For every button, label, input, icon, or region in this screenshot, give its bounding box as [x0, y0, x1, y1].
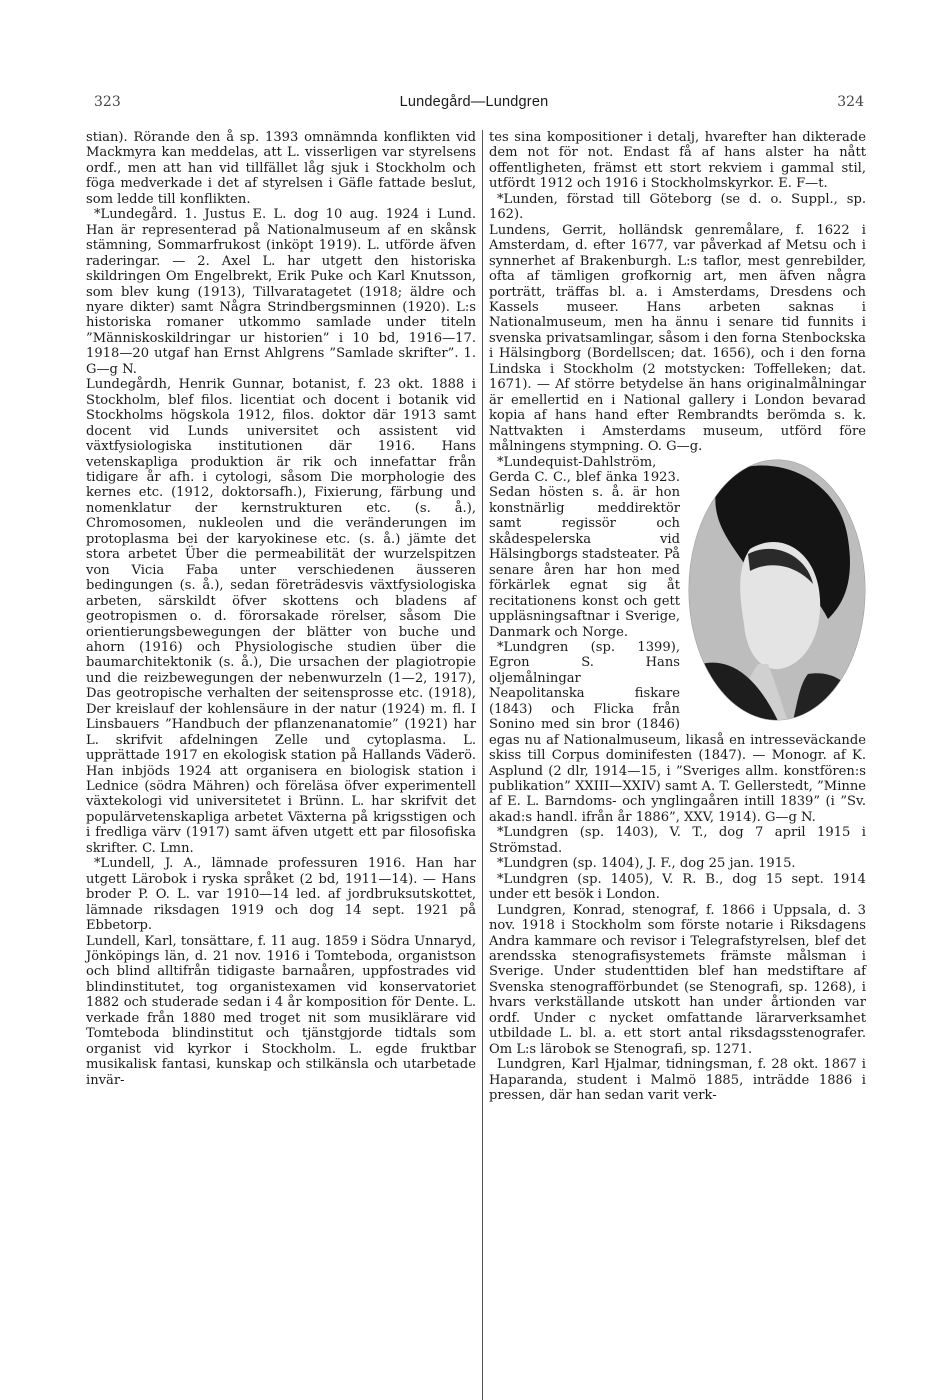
page-number-left: 323: [94, 94, 121, 110]
entry-text: tes sina kompositioner i detalj, hvarefter han dikterade dem not för not. Endast få af hans alster ha nått offentligheten, främst ett stort rekviem i gammal stil, utfördt 1912 och 1916 i Stockholmskyrkor. E. F—t.: [489, 130, 866, 192]
entry-lundgren-vrb: *Lundgren (sp. 1405), V. R. B., dog 15 sept. 1914 under ett besök i London.: [489, 871, 866, 903]
entry-lundens: Lundens, Gerrit, holländsk genremålare, f. 1622 i Amsterdam, d. efter 1677, var påverkad af Metsu och i synnerhet af Brakenburgh. L:s taflor, mest genrebilder, ofta af tämligen grofkornig art, men äfven några porträtt, träffas bl. a. i Amsterdams, Dresdens och Kassels museer. Hans arbeten saknas i Nationalmuseum, men ha ännu i senare tid funnits i svenska privatsamlingar, såsom i den forna Stenbockska i Hälsingborg (Bordellscen; dat. 1656), och i den forna Lindska i Stockholm (2 motstycken: Toffelleken; dat. 1671). — Af större betydelse än hans originalmålningar är emellertid en i National gallery i London bevarad kopia af hans hand efter Rembrandts berömda s. k. Nattvakten i Amsterdams museum, utförd före målningens stympning. O. G—g.: [489, 222, 866, 455]
entry-lundgren-jf: *Lundgren (sp. 1404), J. F., dog 25 jan. 1915.: [497, 856, 796, 872]
entry-lundegardh: Lundegårdh, Henrik Gunnar, botanist, f. 23 okt. 1888 i Stockholm, blef filos. licentiat och docent i botanik vid Stockholms högskola 1912, filos. doktor där 1913 samt docent vid Lunds universitet och assistent vid växtfysiologiska institutionen där 1916. Hans vetenskapliga produktion är rik och innefattar från tidigare år afh. i cytologi, såsom Die morphologie des kernes etc. (1912, doktorsafh.), Fixierung, färbung und nomenklatur der kernstrukturen etc. (s. å.), Chromosomen, nukleolen und die veränderungen im protoplasma bei der karyokinese etc. (s. å.) jämte det stora arbetet Über die permeabilität der wurzelspitzen von Vicia Faba unter verschiedenen äusseren bedingungen (s. å.), sedan företrädesvis växtfysiologiska arbeten, särskildt öfver skottens och bladens af geotropismen o. d. förorsakade rörelser, såsom Die orientierungsbewegungen der blätter von buche und ahorn (1916) och Physiologische studien über die baumarchitektonik (s. å.), Die ursachen der plagiotropie und die reizbewegungen der nebenwurzeln (1—2, 1917), Das geotropische verhalten der seitensprosse etc. (1918), Der kreislauf der kohlensäure in der natur (1924) m. fl. I Linsbauers ”Handbuch der pflanzenanatomie” (1921) har L. skrifvit afdelningen Zelle und cytoplasma. L. upprättade 1917 en ekologisk station på Hallands Väderö. Han inbjöds 1924 att organisera en biologisk station i Lednice (södra Mähren) och föreläsa öfver experimentell växtekologi vid universitetet i Brünn. L. har skrifvit det populärvetenskapliga arbetet Växterna på krigsstigen och i fredliga värv (1917) samt äfven utgett ett par filosofiska skrifter. C. Lmn.: [86, 377, 476, 856]
portrait-photo: [688, 459, 866, 721]
running-title: Lundegård—Lundgren: [399, 94, 549, 110]
entry-lundegard: *Lundegård. 1. Justus E. L. dog 10 aug. 1924 i Lund. Han är representerad på Nationalmuseum af en skånsk stämning, Sommarfrukost (inköpt 1919). L. utförde äfven raderingar. — 2. Axel L. har utgett den historiska skildringen Om Engelbrekt, Erik Puke och Karl Knutsson, som blev kung (1913), Tillvaratagetet (1918; äldre och nyare dikter) samt Några Strindbergsminnen (1920). L:s historiska romaner utkommo samlade under titeln ”Människoskildringar ur historien” i 10 bd, 1916—17. 1918—20 utgaf han Ernst Ahlgrens ”Samlade skrifter”. 1. G—g N.: [86, 207, 476, 377]
page-header: [84, 94, 864, 114]
entry-lunden: *Lunden, förstad till Göteborg (se d. o. Suppl., sp. 162).: [489, 191, 866, 223]
column-divider: [482, 130, 483, 1400]
entry-lundequist-dahlstrom: *Lundequist-Dahlström, Gerda C. C., blef änka 1923. Sedan hösten s. å. är hon konstnärlig meddirektör samt regissör och skådespelerska vid Hälsingborgs stadsteater. På senare åren har hon med förkärlek egnat sig åt recitationens konst och gett uppläsningsaftnar i Sverige, Danmark och Norge.: [489, 454, 680, 640]
entry-text: stian). Rörande den å sp. 1393 omnämnda konflikten vid Mackmyra kan meddelas, att L. visserligen var styrelsens ordf., men att han vid tillfället låg sjuk i Stockholm och föga medverkade i det af styrelsen i Gäfle fattade beslut, som ledde till konflikten.: [86, 130, 476, 207]
entry-lundell-ja: *Lundell, J. A., lämnade professuren 1916. Han har utgett Lärobok i ryska språket (2 bd, 1911—14). — Hans broder P. O. L. var 1910—14 led. af jordbruksutskottet, lämnade riksdagen 1919 och dog 14 sept. 1921 på Ebbetorp.: [86, 856, 476, 934]
entry-lundgren-vt: *Lundgren (sp. 1403), V. T., dog 7 april 1915 i Strömstad.: [489, 825, 866, 856]
entry-lundell-karl: Lundell, Karl, tonsättare, f. 11 aug. 1859 i Södra Unnaryd, Jönköpings län, d. 21 nov. 1916 i Tomteboda, organistson och blind alltifrån tidigaste barnaåren, uppfostrades vid blindinstitutet, tog organistexamen vid konservatoriet 1882 och studerade sedan i 4 år komposition för Dente. L. verkade från 1880 med troget nit som musiklärare vid Tomteboda blindinstitut och tjänstgjorde tidtals som organist vid kyrkor i Stockholm. L. egde fruktbar musikalisk fantasi, kunskap och stilkänsla och utarbetade invär-: [86, 933, 476, 1088]
entry-lundgren-egron: *Lundgren (sp. 1399), Egron S. Hans oljemålningar Neapolitanska fiskare (1843) och Flicka från Sonino med sin bror (1846) egas nu af Nationalmuseum, likaså en intresseväckande skiss till Corpus dominifesten (1847). — Monogr. af K. Asplund (2 dlr, 1914—15, i ”Sveriges allm. konstfören:s publikation” XXIII—XXIV) samt A. T. Gellerstedt, ”Minne af E. L. Barndoms- och ynglingaåren intill 1839” (i ”Sv. akad:s handl. ifrån år 1886”, XXV, 1914). G—g N.: [489, 639, 866, 825]
left-column: [86, 130, 476, 1088]
entry-lundgren-konrad: Lundgren, Konrad, stenograf, f. 1866 i Uppsala, d. 3 nov. 1918 i Stockholm som förste notarie i Riksdagens Andra kammare och revisor i Telegrafstyrelsen, blef det arendsska stenografisystemets främste målsman i Sverige. Under studenttiden blef han medstiftare af Svenska stenografförbundet (se Stenografi, sp. 1268), i hvars verkställande utskott han under årtionden var ordf. Under c nycket omfattande lärarverksamhet utbildade L. bl. a. ett stort antal riksdagsstenografer. Om L:s lärobok se Stenografi, sp. 1271.: [489, 902, 866, 1057]
right-column: [489, 130, 866, 1104]
page-number-right: 324: [837, 94, 864, 110]
entry-lundgren-karl: Lundgren, Karl Hjalmar, tidningsman, f. 28 okt. 1867 i Haparanda, student i Malmö 1885, inträdde 1886 i pressen, där han sedan varit verk-: [489, 1057, 866, 1104]
